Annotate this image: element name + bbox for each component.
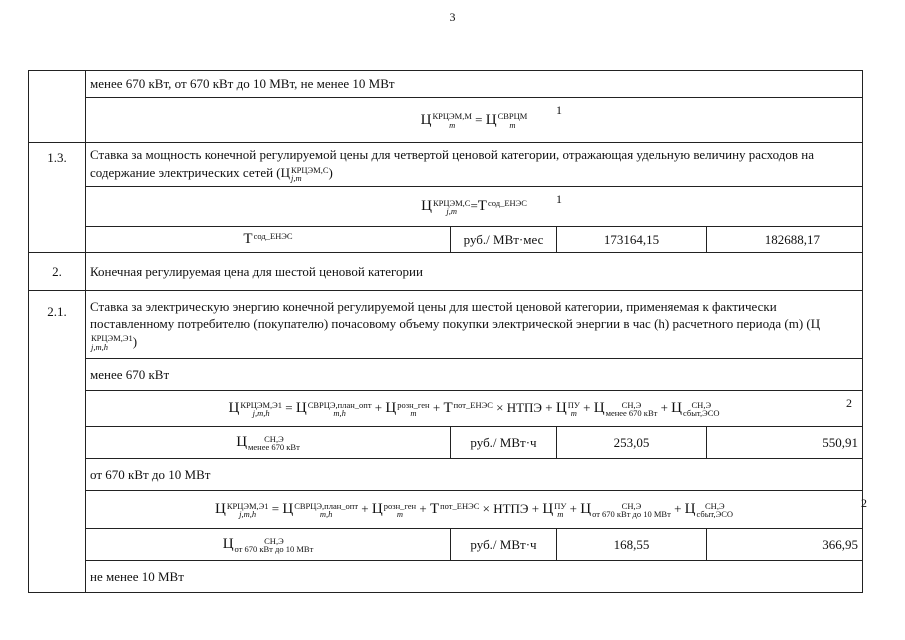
category-text: не менее 10 МВт [86, 561, 863, 593]
table-row [29, 529, 863, 561]
value-cell-2: 550,91 [707, 427, 863, 459]
table-row [29, 143, 863, 187]
category-text: от 670 кВт до 10 МВт [86, 459, 863, 491]
formula-2: Ц КРЦЭМ,С j,m =Т сод_ЕНЭС 1 [86, 187, 863, 227]
formula-1: Ц КРЦЭМ,М m = Ц СВРЦМ m 1 [86, 98, 863, 143]
value-cell-1: 173164,15 [557, 227, 707, 253]
table-row [29, 71, 863, 98]
tariff-table [28, 70, 867, 593]
row-number: 2. [29, 253, 86, 291]
value-label: Т сод_ЕНЭС [86, 227, 451, 253]
row-number-empty [29, 71, 86, 143]
formula-3: Ц КРЦЭМ,Э1 j,m,h = Ц СВРЦЭ,план_опт m,h + Ц розн_ген m + Т пот_ЕНЭС × НТПЭ + Ц ПУ m + Ц СН,Э менее 670 кВт + Ц СН,Э сбыт,ЭСО 2 [86, 391, 863, 427]
footnote-marker: 1 [556, 192, 562, 206]
table-row [29, 98, 863, 143]
category-text: менее 670 кВт [86, 359, 863, 391]
value-label: Ц СН,Э менее 670 кВт [86, 427, 451, 459]
category-text: менее 670 кВт, от 670 кВт до 10 МВт, не менее 10 МВт [86, 71, 863, 98]
table-row [29, 391, 863, 427]
table-row [29, 253, 863, 291]
value-cell-2: 182688,17 [707, 227, 863, 253]
section-text: Ставка за мощность конечной регулируемой цены для четвертой ценовой категории, отражающая удельную величину расходов на содержание электрических сетей (Ц КРЦЭМ,С j,m ) [86, 143, 863, 187]
unit-cell: руб./ МВт·ч [451, 427, 557, 459]
table-row [29, 459, 863, 491]
section-text: Ставка за электрическую энергию конечной регулируемой цены для шестой ценовой категории, применяемая к фактически поставленному потребителю (покупателю) почасовому объему покупки электрической энергии в час (h) расчетного периода (m) (Ц КРЦЭМ,Э1 j,m,h ) [86, 291, 863, 359]
value-cell-1: 168,55 [557, 529, 707, 561]
formula-4: Ц КРЦЭМ,Э1 j,m,h = Ц СВРЦЭ,план_опт m,h + Ц розн_ген m + Т пот_ЕНЭС × НТПЭ + Ц ПУ m + Ц СН,Э от 670 кВт до 10 МВт + Ц СН,Э сбыт,ЭСО 2 [86, 491, 863, 529]
table-row [29, 491, 863, 529]
table-row [29, 227, 863, 253]
value-label: Ц СН,Э от 670 кВт до 10 МВт [86, 529, 451, 561]
table-row [29, 291, 863, 359]
unit-cell: руб./ МВт·мес [451, 227, 557, 253]
footnote-marker: 2 [861, 496, 867, 510]
table-row [29, 187, 863, 227]
unit-cell: руб./ МВт·ч [451, 529, 557, 561]
row-number: 1.3. [29, 143, 86, 253]
table-row [29, 359, 863, 391]
footnote-marker: 2 [846, 396, 852, 410]
value-cell-1: 253,05 [557, 427, 707, 459]
table-row [29, 427, 863, 459]
row-number: 2.1. [29, 291, 86, 593]
value-cell-2: 366,95 [707, 529, 863, 561]
section-text: Конечная регулируемая цена для шестой ценовой категории [86, 253, 863, 291]
table-row [29, 561, 863, 593]
page-number: 3 [449, 10, 456, 24]
footnote-marker: 1 [556, 103, 562, 117]
